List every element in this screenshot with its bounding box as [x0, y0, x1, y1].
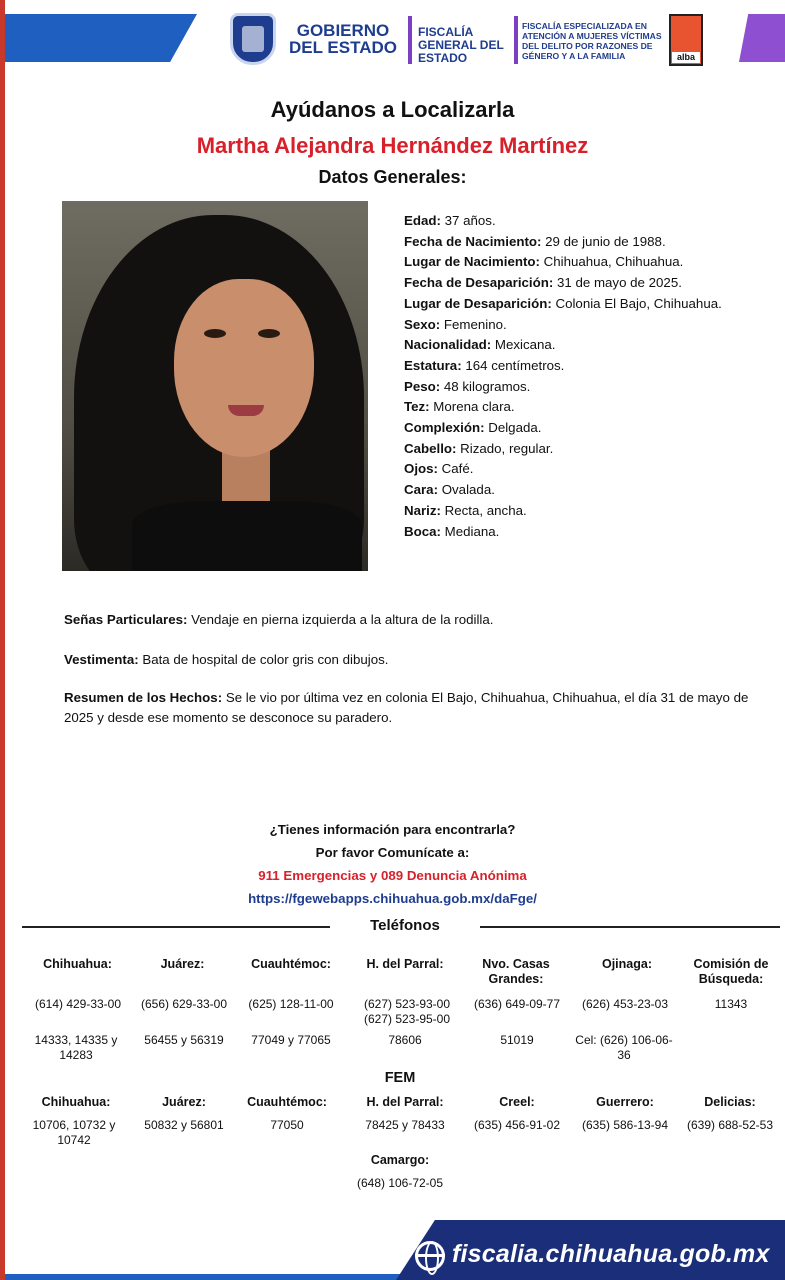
detail-row: [404, 397, 774, 418]
detail-row: [404, 459, 774, 480]
alba-logo-text: alba: [672, 52, 700, 63]
detail-row: [404, 294, 774, 315]
detail-key: Estatura:: [404, 357, 462, 373]
fem-header: Guerrero:: [596, 1095, 654, 1109]
left-edge-stripe: [0, 0, 5, 1280]
footer-url[interactable]: fiscalia.chihuahua.gob.mx: [452, 1240, 770, 1268]
tel-number: (636) 649-09-77: [473, 997, 561, 1011]
senas-value: Vendaje en pierna izquierda a la altura de la rodilla.: [187, 612, 494, 627]
fem-ext: 10706, 10732 y 10742: [32, 1118, 116, 1147]
vestimenta-value: Bata de hospital de color gris con dibujos.: [138, 652, 389, 667]
photo-mouth: [228, 405, 264, 416]
detail-row: [404, 252, 774, 273]
person-photo: [62, 201, 368, 571]
photo-neck: [222, 449, 270, 509]
fem-number: (639) 688-52-53: [686, 1118, 774, 1132]
gobierno-logo-text: GOBIERNO DEL ESTADO: [289, 21, 397, 57]
detail-row: [404, 335, 774, 356]
fem-ext: 77050: [270, 1118, 304, 1132]
tel-header: Juárez:: [160, 957, 205, 971]
fem-title: FEM: [384, 1070, 416, 1086]
state-seal-icon: [230, 13, 276, 65]
tel-ext: 77049 y 77065: [251, 1033, 331, 1047]
detail-row: [404, 356, 774, 377]
vestimenta: [64, 650, 754, 670]
tel-number: (627) 523-93-00 (627) 523-95-00: [363, 997, 451, 1026]
photo-shirt: [132, 501, 362, 571]
resumen-hechos: [64, 688, 754, 728]
fem-number: (635) 586-13-94: [581, 1118, 669, 1132]
tel-header: Chihuahua:: [43, 957, 112, 971]
detail-key: Fecha de Nacimiento:: [404, 233, 542, 249]
detail-row: [404, 232, 774, 253]
detail-value: Recta, ancha.: [440, 502, 527, 518]
detail-value: Mediana.: [440, 523, 500, 539]
detail-key: Complexión:: [404, 420, 485, 436]
fem-header: Camargo:: [370, 1153, 430, 1167]
telefonos-title: Teléfonos: [370, 917, 440, 934]
detail-row: [404, 377, 774, 398]
detail-value: 37 años.: [440, 213, 496, 228]
detail-value: Colonia El Bajo, Chihuahua.: [551, 295, 722, 311]
tel-header: Ojinaga:: [601, 957, 652, 971]
tel-ext: 78606: [388, 1033, 422, 1047]
fem-header: Creel:: [499, 1095, 535, 1109]
detail-key: Sexo:: [404, 316, 441, 332]
detail-row: [404, 480, 774, 501]
detail-key: Peso:: [404, 378, 441, 394]
detail-key: Cara:: [404, 482, 438, 498]
tel-number: (614) 429-33-00: [34, 997, 122, 1011]
detail-row: [404, 522, 774, 543]
fiscalia-general-text: FISCALÍA GENERAL DEL ESTADO: [418, 25, 504, 65]
detail-row: [404, 439, 774, 460]
fem-header: Cuauhtémoc:: [247, 1095, 327, 1109]
fem-number: (635) 456-91-02: [473, 1118, 561, 1132]
fem-header: Chihuahua:: [41, 1095, 111, 1109]
tel-ext: 14333, 14335 y 14283: [34, 1033, 118, 1062]
person-name: Martha Alejandra Hernández Martínez: [196, 133, 589, 158]
detail-value: Morena clara.: [429, 399, 515, 415]
fem-number: (648) 106-72-05: [356, 1176, 444, 1190]
header-stripe-right: [739, 14, 785, 62]
detail-value: 164 centímetros.: [461, 357, 565, 373]
details-list: [404, 211, 774, 542]
senas-particulares: [64, 610, 754, 630]
detail-value: Mexicana.: [491, 337, 556, 353]
detail-value: Delgada.: [484, 420, 542, 436]
globe-icon: [415, 1241, 445, 1271]
detail-row: [404, 273, 774, 294]
tel-number: (656) 629-33-00: [140, 997, 228, 1011]
tel-ext: 56455 y 56319: [144, 1033, 224, 1047]
tel-header: Comisión de Búsqueda:: [693, 957, 769, 986]
photo-face: [174, 279, 314, 457]
fem-header: Juárez:: [162, 1095, 206, 1109]
tel-ext: 51019: [500, 1033, 534, 1047]
resumen-value: Se le vio por última vez en colonia El Bajo, Chihuahua, Chihuahua, el día 31 de mayo de 2025 y desde ese momento se desconoce su paradero.: [64, 690, 749, 725]
photo-eye: [258, 329, 280, 338]
detail-key: Nacionalidad:: [404, 337, 492, 353]
detail-value: Café.: [437, 461, 474, 477]
vestimenta-label: Vestimenta:: [64, 652, 139, 667]
detail-row: [404, 211, 774, 232]
tel-header: Nvo. Casas Grandes:: [482, 957, 550, 986]
page-title: Ayúdanos a Localizarla: [270, 97, 515, 122]
detail-value: Femenino.: [440, 316, 507, 332]
detail-key: Boca:: [404, 523, 441, 539]
detail-key: Cabello:: [404, 440, 457, 456]
fem-header: H. del Parral:: [366, 1095, 444, 1109]
photo-eye: [204, 329, 226, 338]
section-heading: Datos Generales:: [318, 167, 467, 187]
detail-row: [404, 315, 774, 336]
tel-number: 11343: [714, 997, 748, 1011]
detail-key: Ojos:: [404, 461, 438, 477]
detail-value: Ovalada.: [438, 482, 495, 498]
tel-number: (625) 128-11-00: [248, 997, 334, 1011]
fem-header: Delicias:: [704, 1095, 756, 1109]
detail-value: Chihuahua, Chihuahua.: [539, 254, 684, 270]
fem-ext: 78425 y 78433: [365, 1118, 445, 1132]
fiscalia-especializada-text: FISCALÍA ESPECIALIZADA EN ATENCIÓN A MUJERES VÍCTIMAS DEL DELITO POR RAZONES DE GÉNERO Y A LA FAMILIA: [522, 21, 662, 61]
report-link[interactable]: https://fgewebapps.chihuahua.gob.mx/daFge/: [248, 891, 537, 906]
detail-key: Fecha de Desaparición:: [404, 275, 554, 291]
contact-please: Por favor Comunícate a:: [315, 845, 470, 860]
detail-key: Edad:: [404, 213, 441, 228]
detail-value: 29 de junio de 1988.: [541, 233, 666, 249]
detail-key: Lugar de Nacimiento:: [404, 254, 540, 270]
emergency-numbers: 911 Emergencias y 089 Denuncia Anónima: [258, 868, 527, 883]
tel-header: H. del Parral:: [366, 957, 444, 971]
detail-value: 48 kilogramos.: [440, 378, 531, 394]
tel-header: Cuauhtémoc:: [251, 957, 331, 971]
detail-value: Rizado, regular.: [456, 440, 554, 456]
fem-ext: 50832 y 56801: [144, 1118, 224, 1132]
senas-label: Señas Particulares:: [64, 612, 188, 627]
detail-row: [404, 501, 774, 522]
detail-key: Tez:: [404, 399, 430, 415]
header-stripe-left: [5, 14, 197, 62]
divider-line: [22, 926, 330, 928]
detail-key: Lugar de Desaparición:: [404, 295, 552, 311]
tel-number: (626) 453-23-03: [581, 997, 669, 1011]
tel-ext: Cel: (626) 106-06-36: [575, 1033, 673, 1062]
header-divider: [514, 16, 518, 64]
divider-line: [480, 926, 780, 928]
detail-value: 31 de mayo de 2025.: [553, 275, 682, 291]
header-divider: [408, 16, 412, 64]
footer-stripe: [5, 1274, 425, 1280]
resumen-label: Resumen de los Hechos:: [64, 690, 223, 705]
contact-question: ¿Tienes información para encontrarla?: [269, 822, 516, 837]
detail-key: Nariz:: [404, 502, 441, 518]
detail-row: [404, 418, 774, 439]
alba-logo-icon: [669, 14, 703, 66]
